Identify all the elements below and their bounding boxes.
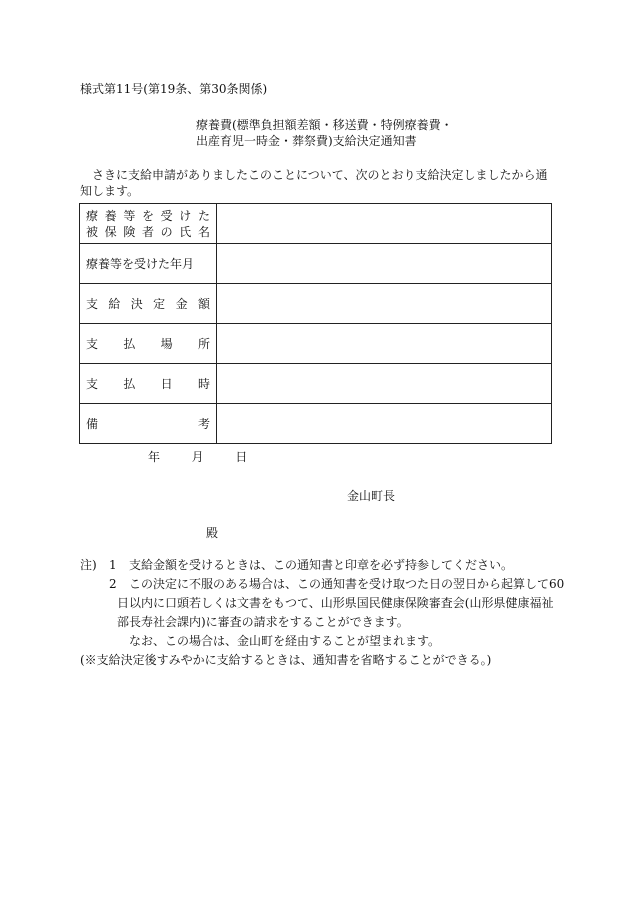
row-label-remarks: [80, 404, 217, 444]
label-char: 支: [86, 297, 99, 311]
note-2-line-2: 日以内に口頭若しくは文書をもつて、山形県国民健康保険審査会(山形県健康福祉: [117, 596, 554, 610]
label-char: 者: [141, 224, 154, 239]
label-char: た: [197, 208, 210, 223]
note-2-line-1: この決定に不服のある場合は、この通知書を受け取つた日の翌日から起算して60: [129, 577, 565, 591]
document-title: [196, 117, 453, 149]
label-char: 等: [123, 208, 136, 223]
table-row: [80, 404, 552, 444]
label-char: 支: [86, 377, 99, 391]
value-payment-place[interactable]: [217, 324, 552, 364]
form-number: 様式第11号(第19条、第30条関係): [80, 82, 268, 96]
label-char: 払: [123, 377, 136, 391]
notes-prefix: 注): [80, 558, 97, 572]
date-line: [148, 448, 247, 465]
label-char: 定: [153, 297, 166, 311]
table-row: [80, 244, 552, 284]
label-spread: [86, 335, 210, 352]
label-char: 決: [130, 297, 143, 311]
table-row: [80, 364, 552, 404]
recipient-honorific: 殿: [206, 526, 219, 540]
note-2-line-3: 部長寿社会課内)に審査の請求をすることができます。: [117, 615, 409, 629]
row-label-decided-amount: [80, 284, 217, 324]
issuer-name: 金山町長: [347, 489, 396, 503]
table-row: [80, 204, 552, 244]
label-char: 険: [123, 224, 136, 239]
label-char: 支: [86, 337, 99, 351]
label-char: 氏: [179, 224, 192, 239]
label-char: 名: [197, 224, 210, 239]
row-label-treatment-month: 療養等を受けた年月: [80, 244, 217, 284]
table-row: [80, 284, 552, 324]
label-char: 給: [108, 297, 121, 311]
label-char: 被: [86, 224, 99, 239]
label-line-1: [86, 208, 210, 224]
intro-paragraph: さきに支給申請がありましたこのことについて、次のとおり支給決定しましたから通知します。: [80, 168, 548, 198]
label-char: 保: [104, 224, 117, 239]
remarks-left: 備: [86, 417, 99, 431]
note-2-number: 2: [109, 577, 117, 591]
label-char: 場: [160, 337, 173, 351]
value-remarks[interactable]: [217, 404, 552, 444]
label-char: の: [160, 224, 173, 239]
label-spread: [86, 295, 210, 312]
label-char: 額: [197, 297, 210, 311]
row-label-payment-place: [80, 324, 217, 364]
remarks-right: 考: [197, 417, 210, 431]
label-char: 受: [160, 208, 173, 223]
title-line-1: 療養費(標準負担額差額・移送費・特例療養費・: [196, 118, 453, 132]
note-1-text: 支給金額を受けるときは、この通知書と印章を必ず持参してください。: [129, 558, 514, 572]
row-label-insured-name: [80, 204, 217, 244]
label-char: 養: [104, 208, 117, 223]
label-char: け: [179, 208, 192, 223]
notes-footer: (※支給決定後すみやかに支給するときは、通知書を省略することができる。): [80, 653, 492, 667]
title-line-2: 出産育児一時金・葬祭費)支給決定通知書: [196, 134, 417, 148]
label-line-2: [86, 224, 210, 240]
label-char: 払: [123, 337, 136, 351]
row-label-payment-datetime: [80, 364, 217, 404]
value-payment-datetime[interactable]: [217, 364, 552, 404]
note-2-line-4: なお、この場合は、金山町を経由することが望まれます。: [129, 634, 441, 648]
date-month: 月: [191, 450, 204, 464]
label-char: を: [141, 208, 154, 223]
label-char: 金: [175, 297, 188, 311]
label-spread: [86, 375, 210, 392]
table-row: [80, 324, 552, 364]
value-insured-name[interactable]: [217, 204, 552, 244]
label-char: 日: [160, 377, 173, 391]
date-day: 日: [235, 450, 248, 464]
value-decided-amount[interactable]: [217, 284, 552, 324]
date-year: 年: [148, 450, 161, 464]
label-char: 所: [197, 337, 210, 351]
decision-table: [79, 203, 552, 444]
value-treatment-month[interactable]: [217, 244, 552, 284]
note-1-number: 1: [109, 558, 117, 572]
label-char: 療: [86, 208, 99, 223]
label-char: 時: [197, 377, 210, 391]
